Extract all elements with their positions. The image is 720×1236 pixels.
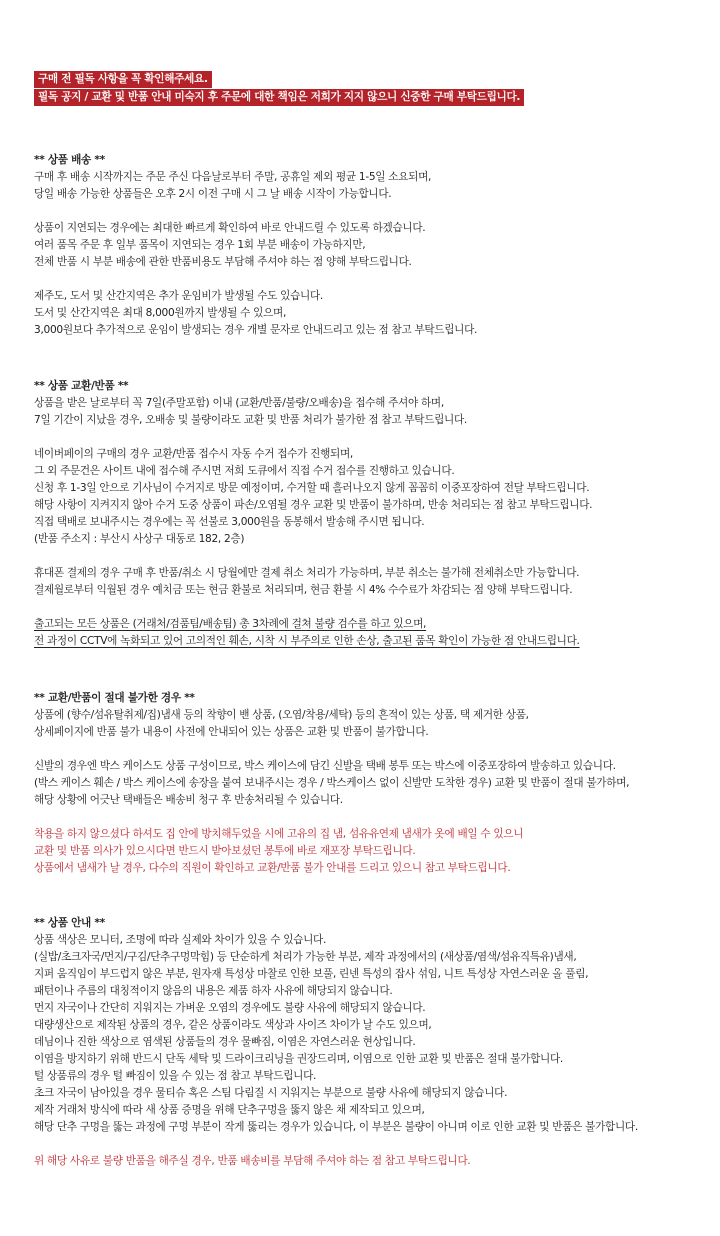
text-line: 신발의 경우엔 박스 케이스도 상품 구성이므로, 박스 케이스에 담긴 신발을 택배 봉투 또는 박스에 이중포장하여 발송하고 있습니다. (34, 760, 616, 772)
section-exchange (34, 378, 592, 650)
text-line: 해당 사항이 지켜지지 않아 수거 도중 상품이 파손/오염될 경우 교환 및 반품이 불가하며, 반송 처리되는 점 참고 부탁드립니다. (34, 499, 593, 511)
notice-banner (34, 71, 524, 107)
section-heading: ** 상품 배송 ** (34, 154, 105, 166)
text-line: 3,000원보다 추가적으로 운임이 발생되는 경우 개별 문자로 안내드리고 있는 점 참고 부탁드립니다. (34, 324, 478, 336)
text-line: (박스 케이스 훼손 / 박스 케이스에 송장을 붙여 보내주시는 경우 / 박스케이스 없이 신발만 도착한 경우) 교환 및 반품이 절대 불가하며, (34, 777, 630, 789)
text-line: 7일 기간이 지났을 경우, 오배송 및 불량이라도 교환 및 반품 처리가 불가한 점 참고 부탁드립니다. (34, 414, 467, 426)
text-line: 먼지 자국이나 간단히 지워지는 가벼운 오염의 경우에도 불량 사유에 해당되지 않습니다. (34, 1002, 426, 1014)
text-line: 털 상품류의 경우 털 빠짐이 있을 수 있는 점 참고 부탁드립니다. (34, 1070, 317, 1082)
text-line: 상세페이지에 반품 불가 내용이 사전에 안내되어 있는 상품은 교환 및 반품이 불가합니다. (34, 726, 429, 738)
warning-text-line: 교환 및 반품 의사가 있으시다면 반드시 받아보셨던 봉투에 바로 재포장 부탁드립니다. (34, 845, 416, 857)
text-line: 구매 후 배송 시작까지는 주문 주신 다음날로부터 주말, 공휴일 제외 평균 1-5일 소요되며, (34, 171, 432, 183)
section-heading: ** 교환/반품이 절대 불가한 경우 ** (34, 692, 195, 704)
text-line: 초크 자국이 남아있을 경우 물티슈 혹은 스팀 다림질 시 지워지는 부분으로 불량 사유에 해당되지 않습니다. (34, 1087, 508, 1099)
text-line: 패턴이나 주름의 대칭적이지 않음의 내용은 제품 하자 사유에 해당되지 않습니다. (34, 985, 393, 997)
text-line: 여러 품목 주문 후 일부 품목이 지연되는 경우 1회 부분 배송이 가능하지만, (34, 239, 366, 251)
text-line: 대량생산으로 제작된 상품의 경우, 같은 상품이라도 색상과 사이즈 차이가 날 수도 있으며, (34, 1019, 432, 1031)
text-line: 직접 택배로 보내주시는 경우에는 꼭 선불로 3,000원을 동봉해서 발송해 주시면 됩니다. (34, 516, 425, 528)
text-line: 상품 색상은 모니터, 조명에 따라 실제와 차이가 있을 수 있습니다. (34, 934, 327, 946)
text-line: 상품을 받은 날로부터 꼭 7일(주말포함) 이내 (교환/반품/불량/오배송)을 접수해 주셔야 하며, (34, 397, 444, 409)
text-line: (반품 주소지 : 부산시 사상구 대동로 182, 2층) (34, 533, 245, 545)
text-line: 휴대폰 결제의 경우 구매 후 반품/취소 시 당월에만 결제 취소 처리가 가능하며, 부분 취소는 불가해 전체취소만 가능합니다. (34, 567, 580, 579)
text-line: 해당 상황에 어긋난 택배들은 배송비 청구 후 반송처리될 수 있습니다. (34, 794, 343, 806)
warning-text-line: 착용을 하지 않으셨다 하셔도 집 안에 방치해두었을 시에 고유의 집 냄, 섬유유연제 냄새가 옷에 배일 수 있으니 (34, 828, 524, 840)
warning-text-line: 상품에서 냄새가 날 경우, 다수의 직원이 확인하고 교환/반품 불가 안내를 드리고 있으니 참고 부탁드립니다. (34, 862, 511, 874)
section-heading: ** 상품 안내 ** (34, 917, 105, 929)
text-line: 네이버페이의 구매의 경우 교환/반품 접수시 자동 수거 접수가 진행되며, (34, 448, 353, 460)
section-product (34, 915, 638, 1170)
text-line: 도서 및 산간지역은 최대 8,000원까지 발생될 수 있으며, (34, 307, 287, 319)
underlined-text-line: 출고되는 모든 상품은 (거래처/검품팀/배송팀) 총 3차례에 걸쳐 불량 검수를 하고 있으며, (34, 618, 427, 630)
section-heading: ** 상품 교환/반품 ** (34, 380, 129, 392)
text-line: 신청 후 1-3일 안으로 기사님이 수거지로 방문 예정이며, 수거할 때 흘러나오지 않게 꼼꼼히 이중포장하여 전달 부탁드립니다. (34, 482, 590, 494)
section-no-return (34, 690, 629, 877)
warning-text-line: 위 해당 사유로 불량 반품을 해주실 경우, 반품 배송비를 부담해 주셔야 하는 점 참고 부탁드립니다. (34, 1155, 471, 1167)
notice-line-1: 구매 전 필독 사항을 꼭 확인해주세요. (34, 71, 212, 88)
text-line: 제작 거래처 방식에 따라 새 상품 증명을 위해 단추구멍을 뚫지 않은 채 제작되고 있으며, (34, 1104, 425, 1116)
section-shipping (34, 152, 477, 339)
text-line: 상품이 지연되는 경우에는 최대한 빠르게 확인하여 바로 안내드릴 수 있도록 하겠습니다. (34, 222, 426, 234)
text-line: 상품에 (향수/섬유탈취제/집)냄새 등의 착향이 밴 상품, (오염/착용/세탁) 등의 흔적이 있는 상품, 택 제거한 상품, (34, 709, 529, 721)
text-line: 데님이나 진한 색상으로 염색된 상품들의 경우 물빠짐, 이염은 자연스러운 현상입니다. (34, 1036, 416, 1048)
text-line: 결제월로부터 익월된 경우 예치금 또는 현금 환불로 처리되며, 현금 환불 시 4% 수수료가 차감되는 점 양해 부탁드립니다. (34, 584, 573, 596)
text-line: 전체 반품 시 부분 배송에 관한 반품비용도 부담해 주셔야 하는 점 양해 부탁드립니다. (34, 256, 412, 268)
underlined-text-line: 전 과정이 CCTV에 녹화되고 있어 고의적인 훼손, 시착 시 부주의로 인한 손상, 출고된 품목 확인이 가능한 점 안내드립니다. (34, 635, 580, 647)
text-line: 당일 배송 가능한 상품들은 오후 2시 이전 구매 시 그 날 배송 시작이 가능합니다. (34, 188, 392, 200)
text-line: 제주도, 도서 및 산간지역은 추가 운임비가 발생될 수도 있습니다. (34, 290, 323, 302)
text-line: 지퍼 움직임이 부드럽지 않은 부분, 원자재 특성상 마찰로 인한 보풀, 린넨 특성의 잡사 섞임, 니트 특성상 자연스러운 올 풀림, (34, 968, 589, 980)
notice-line-2: 필독 공지 / 교환 및 반품 안내 미숙지 후 주문에 대한 책임은 저희가 지지 않으니 신중한 구매 부탁드립니다. (34, 89, 524, 106)
text-line: (실밥/초크자국/먼지/구김/단추구멍막힘) 등 단순하게 처리가 가능한 부분, 제작 과정에서의 (새상품/염색/섬유직특유)냄새, (34, 951, 577, 963)
text-line: 그 외 주문건은 사이트 내에 접수해 주시면 저희 도큐에서 직접 수거 접수를 진행하고 있습니다. (34, 465, 455, 477)
text-line: 이염을 방지하기 위해 반드시 단독 세탁 및 드라이크리닝을 권장드리며, 이염으로 인한 교환 및 반품은 절대 불가합니다. (34, 1053, 563, 1065)
text-line: 해당 단추 구멍을 뚫는 과정에 구멍 부분이 작게 뚫리는 경우가 있습니다, 이 부분은 불량이 아니며 이로 인한 교환 및 반품은 불가합니다. (34, 1121, 638, 1133)
